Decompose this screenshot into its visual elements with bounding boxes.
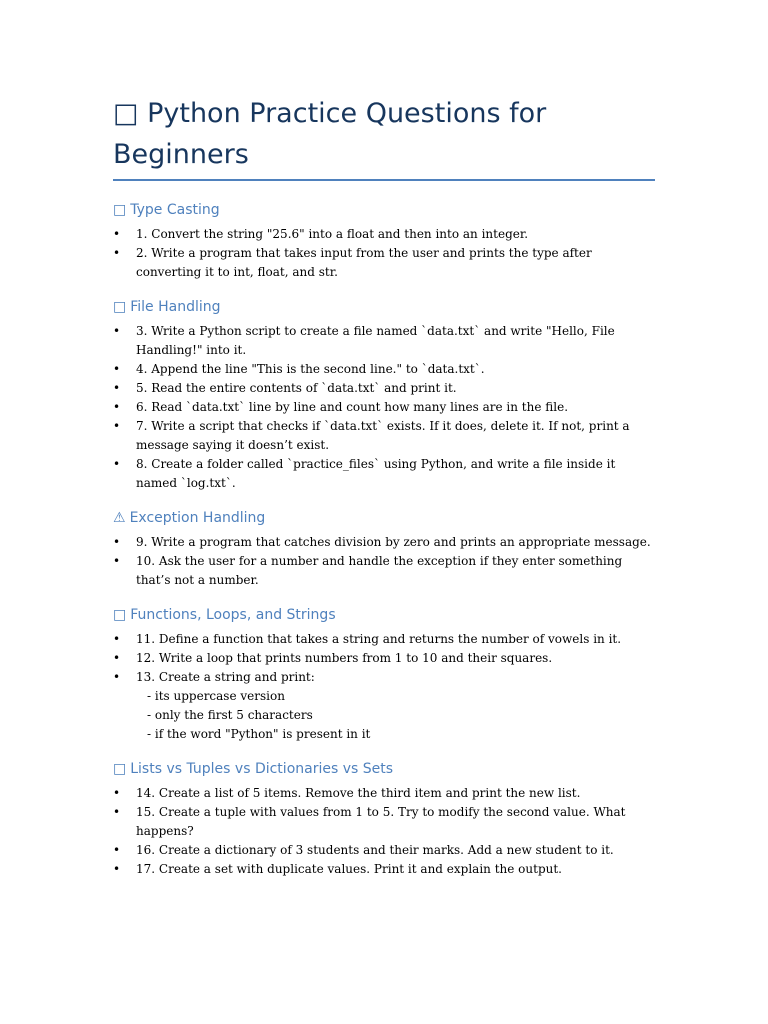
section-functions-loops-strings [113,604,658,744]
document-body [113,199,658,893]
question-text: 9. Write a program that catches division by zero and prints an appropriate message. [136,535,651,549]
bullet-icon: • [113,805,121,819]
list-item [113,630,658,649]
question-text: 8. Create a folder called `practice_files` using Python, and write a file inside it named `log.txt`. [136,457,616,490]
placeholder-icon: □ [113,761,127,777]
bullet-icon: • [113,227,121,241]
list-item [113,417,658,455]
section-heading-text: Lists vs Tuples vs Dictionaries vs Sets [130,761,394,777]
bullet-icon: • [113,457,121,471]
question-text: 17. Create a set with duplicate values. Print it and explain the output. [136,862,562,876]
bullet-icon: • [113,362,121,376]
bullet-icon: • [113,554,121,568]
placeholder-icon: □ [113,202,127,218]
list-item [113,398,658,417]
list-item [113,552,658,590]
bullet-icon: • [113,419,121,433]
bullet-icon: • [113,535,121,549]
question-text: 12. Write a loop that prints numbers from 1 to 10 and their squares. [136,651,553,665]
sub-item-line: - if the word "Python" is present in it [147,727,371,741]
question-text: 5. Read the entire contents of `data.txt` and print it. [136,381,457,395]
warning-icon: ⚠ [113,510,126,526]
list-item [113,668,658,687]
section-file-handling [113,296,658,493]
bullet-icon: • [113,324,121,338]
question-list [113,630,658,687]
sub-item-line: - only the first 5 characters [147,708,313,722]
question-list [113,784,658,879]
question-text: 2. Write a program that takes input from the user and prints the type after converting it to int, float, and str. [136,246,592,279]
question-text: 15. Create a tuple with values from 1 to 5. Try to modify the second value. What happens? [136,805,626,838]
section-heading [113,199,658,221]
bullet-icon: • [113,381,121,395]
placeholder-icon: □ [113,299,127,315]
bullet-icon: • [113,651,121,665]
bullet-icon: • [113,786,121,800]
question-text: 11. Define a function that takes a string and returns the number of vowels in it. [136,632,622,646]
bullet-icon: • [113,670,121,684]
question-text: 7. Write a script that checks if `data.txt` exists. If it does, delete it. If not, print a message saying it doesn’t exist. [136,419,630,452]
section-heading [113,296,658,318]
section-heading [113,758,658,780]
list-item [113,784,658,803]
question-text: 3. Write a Python script to create a file named `data.txt` and write "Hello, File Handling!" into it. [136,324,615,357]
list-item [113,649,658,668]
list-item [113,533,658,552]
question-text: 4. Append the line "This is the second line." to `data.txt`. [136,362,485,376]
question-text: 16. Create a dictionary of 3 students and their marks. Add a new student to it. [136,843,614,857]
question-text: 10. Ask the user for a number and handle the exception if they enter something that’s not a number. [136,554,623,587]
list-item [113,379,658,398]
section-collections [113,758,658,879]
bullet-icon: • [113,843,121,857]
question-text: 14. Create a list of 5 items. Remove the third item and print the new list. [136,786,581,800]
list-item [113,322,658,360]
bullet-icon: • [113,246,121,260]
section-heading [113,604,658,626]
section-heading-text: Functions, Loops, and Strings [130,607,336,623]
title-underline [113,179,655,181]
placeholder-icon: □ [113,607,127,623]
question-text: 6. Read `data.txt` line by line and count how many lines are in the file. [136,400,569,414]
section-exception-handling [113,507,658,590]
question-list [113,322,658,493]
list-item [113,803,658,841]
section-heading-text: Exception Handling [129,510,266,526]
section-heading [113,507,658,529]
list-item [113,841,658,860]
section-heading-text: File Handling [130,299,221,315]
question-text: 1. Convert the string "25.6" into a float and then into an integer. [136,227,529,241]
list-item [113,225,658,244]
question-list [113,225,658,282]
sub-item-line: - its uppercase version [147,689,285,703]
question-text: 13. Create a string and print: [136,670,315,684]
bullet-icon: • [113,632,121,646]
document-title: □ Python Practice Questions for Beginners [113,98,547,170]
bullet-icon: • [113,400,121,414]
section-type-casting [113,199,658,282]
list-item [113,244,658,282]
list-item [113,455,658,493]
list-item [113,860,658,879]
question-list [113,533,658,590]
list-item [113,360,658,379]
section-heading-text: Type Casting [130,202,220,218]
bullet-icon: • [113,862,121,876]
